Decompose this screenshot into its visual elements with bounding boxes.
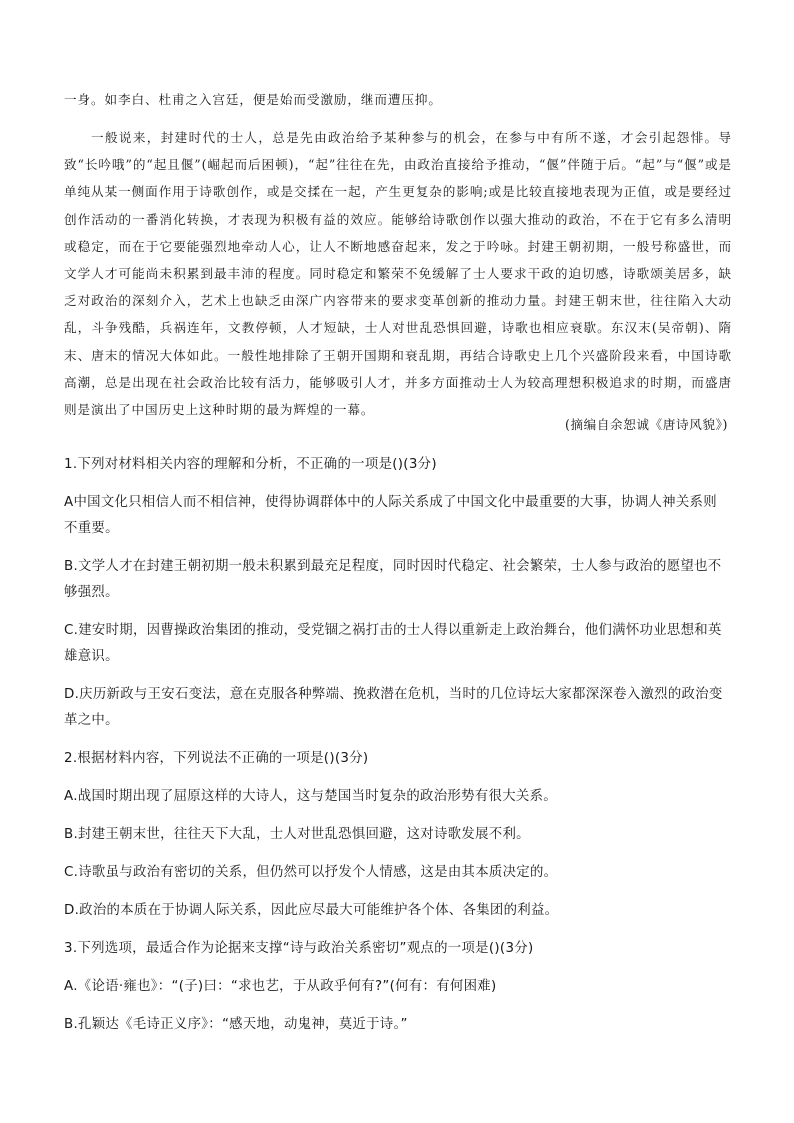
passage-paragraph: 一般说来，封建时代的士人，总是先由政治给予某种参与的机会，在参与中有所不遂，才会引起怨悱。导致“长吟哦”的“起且偃”(崛起而后困顿)，“起”往往在先，由政治直接给予推动，“偃”伴随于后。“起”与“偃”或是单纯从某一侧面作用于诗歌创作，或是交揉在一起，产生更复杂的影响;或是比较直接地表现为正值，或是要经过创作活动的一番消化转换，才表现为积极有益的效应。能够给诗歌创作以强大推动的政治，不在于它有多么清明或稳定，而在于它要能强烈地牵动人心，让人不断地感奋起来，发之于吟咏。封建王朝初期，一般号称盛世，而文学人才可能尚未积累到最丰沛的程度。同时稳定和繁荣不免缓解了士人要求干政的迫切感，诗歌颂美居多，缺乏对政治的深刻介入，艺术上也缺乏由深广内容带来的要求变革创新的推动力量。封建王朝末世，往往陷入大动乱，斗争残酷，兵祸连年，文教停顿，人才短缺，士人对世乱恐惧回避，诗歌也相应衰歇。东汉末(吴帝朝)、隋末、唐末的情况大体如此。一般性地排除了王朝开国期和衰乱期，再结合诗歌史上几个兴盛阶段来看，中国诗歌高潮，总是出现在社会政治比较有活力，能够吸引人才，并多方面推动士人为较高理想积极追求的时期，而盛唐则是演出了中国历史上这种时期的最为辉煌的一幕。 bbox=[64, 130, 732, 418]
question-1-option-c-line-2: 雄意识。 bbox=[64, 649, 119, 664]
question-1-option-c-line-1: C.建安时期，因曹操政治集团的推动，受党锢之祸打击的士人得以重新走上政治舞台，他们满怀功业思想和英 bbox=[64, 623, 722, 638]
question-2-option-a: A.战国时期出现了屈原这样的大诗人，这与楚国当时复杂的政治形势有很大关系。 bbox=[64, 789, 557, 804]
passage-source: (摘编自余恕诚《唐诗风貌》) bbox=[564, 417, 728, 432]
question-2-option-b: B.封建王朝末世，往往天下大乱，士人对世乱恐惧回避，这对诗歌发展不利。 bbox=[64, 827, 530, 842]
question-3-option-a: A.《论语·雍也》：“(子)曰：“求也艺，于从政乎何有?”(何有：有何困难) bbox=[64, 979, 497, 994]
passage-continuation: 一身。如李白、杜甫之入宫廷，便是始而受激励，继而遭压抑。 bbox=[64, 92, 442, 107]
question-2-option-d: D.政治的本质在于协调人际关系，因此应尽最大可能维护各个体、各集团的利益。 bbox=[64, 903, 559, 918]
question-1-option-d-line-1: D.庆历新政与王安石变法，意在克服各种弊端、挽救潜在危机，当时的几位诗坛大家都深深卷入激烈的政治变 bbox=[64, 687, 723, 702]
question-2-stem: 2.根据材料内容，下列说法不正确的一项是()(3分) bbox=[64, 751, 369, 766]
question-1-stem: 1.下列对材料相关内容的理解和分析，不正确的一项是()(3分) bbox=[64, 457, 437, 472]
question-2-option-c: C.诗歌虽与政治有密切的关系，但仍然可以抒发个人情感，这是由其本质决定的。 bbox=[64, 865, 558, 880]
question-1-option-a-line-2: 不重要。 bbox=[64, 521, 119, 536]
question-3-stem: 3.下列选项，最适合作为论据来支撑“诗与政治关系密切”观点的一项是()(3分) bbox=[64, 941, 534, 956]
question-1-option-b-line-2: 够强烈。 bbox=[64, 585, 119, 600]
question-3-option-b: B.孔颖达《毛诗正义序》：“感天地，动鬼神，莫近于诗。” bbox=[64, 1017, 408, 1032]
question-1-option-d-line-2: 革之中。 bbox=[64, 713, 119, 728]
question-1-option-a-line-1: A中国文化只相信人而不相信神，使得协调群体中的人际关系成了中国文化中最重要的大事，协调人神关系则 bbox=[64, 495, 717, 510]
question-1-option-b-line-1: B.文学人才在封建王朝初期一般未积累到最充足程度，同时因时代稳定、社会繁荣，士人参与政治的愿望也不 bbox=[64, 559, 722, 574]
